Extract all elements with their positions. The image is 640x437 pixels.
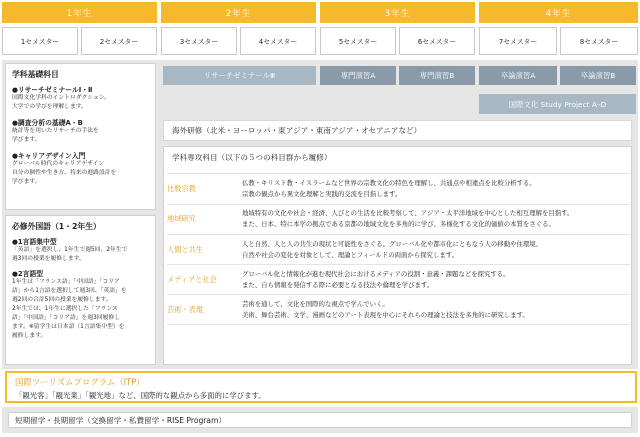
topic-label-regional-studies: 地域研究 bbox=[167, 214, 196, 223]
semester-1: 1セメスター bbox=[2, 27, 78, 55]
language-item-2 bbox=[12, 268, 149, 341]
topic-text-regional-studies: 地域特有の文化や社会・経済、人びとの生活を比較考察して、アジア・太平洋地域を中心とした相互理解を目指す。 また、日本、特に本学の拠点である京都の地域文化を多角的に学び、多様化する文化的価値の本質をさぐる。 bbox=[242, 209, 574, 228]
basic-item-2 bbox=[12, 117, 149, 145]
study-abroad-row: 短期留学・長期留学（交換留学・私費留学・RISE Program） bbox=[8, 412, 632, 428]
basic-subjects-title: 学科基礎科目 bbox=[12, 70, 59, 79]
language-item-2-head: ●2言語型 bbox=[12, 270, 44, 278]
topic-divider bbox=[167, 173, 630, 174]
research-seminar-3-bar: リサーチゼミナールⅢ bbox=[163, 66, 316, 85]
topic-label-human-coexistence: 人間と共生 bbox=[167, 245, 203, 254]
itp-panel bbox=[5, 371, 637, 403]
basic-item-3-head: ●キャリアデザイン入門 bbox=[12, 152, 86, 160]
topic-text-human-coexistence: 人と自然、人と人の共生の現状と可能性をさぐる。グローバル化や都市化にともなう人の移動や住環境、 自然や社会の変化を対象として、理論とフィールドの両面から探究します。 bbox=[242, 240, 543, 259]
semester-8: 8セメスター bbox=[560, 27, 638, 55]
thesis-seminar-b-bar: 卒論演習B bbox=[560, 66, 636, 85]
language-item-1 bbox=[12, 236, 149, 264]
study-abroad-container bbox=[2, 407, 638, 433]
itp-title: 国際ツーリズムプログラム（ITP） bbox=[15, 377, 145, 387]
semester-3: 3セメスター bbox=[161, 27, 237, 55]
year-4-header: 4年生 bbox=[479, 2, 638, 23]
basic-item-3 bbox=[12, 150, 149, 187]
overseas-training-row: 海外研修（北米・ヨーロッパ・東アジア・東南アジア・オセアニアなど） bbox=[163, 120, 632, 141]
semester-2: 2セメスター bbox=[81, 27, 157, 55]
topic-label-arts-expression: 芸術・表現 bbox=[167, 305, 203, 314]
basic-item-2-head: ●調査分析の基礎A・B bbox=[12, 119, 83, 127]
semester-6: 6セメスター bbox=[399, 27, 475, 55]
topic-text-media-society: グローバル化と情報化が進む現代社会におけるメディアの役割・意義・課題などを探究する。 また、自ら情報を発信する際に必要となる技法や倫理を学びます。 bbox=[242, 270, 510, 289]
topic-divider bbox=[167, 324, 630, 325]
topic-label-comparative-religion: 比較宗教 bbox=[167, 184, 196, 193]
itp-description: 「観光客」「観光業」「観光地」など、国際的な観点から多面的に学びます。 bbox=[15, 391, 266, 400]
year-2-header: 2年生 bbox=[161, 2, 316, 23]
basic-item-1-body: 国際文化学科のイントロダクション。 大学での学びを理解します。 bbox=[12, 95, 110, 110]
seminar-b-bar: 専門演習B bbox=[399, 66, 475, 85]
language-item-2-body: 1年生は「フランス語」「中国語」「コリア 語」から1言語を選択して週3回、「英語」を 週2回の合計5回の授業を履修します。 2年生では、1年生に選択した「フランス 語」「中国語」「コリア語」を週3回履修し ます。※留学生は日本語（1言語集中型）を 履修します。 bbox=[12, 279, 127, 339]
topic-divider bbox=[167, 294, 630, 295]
basic-item-1-head: ●リサーチゼミナールⅠ・Ⅱ bbox=[12, 86, 93, 94]
topic-divider bbox=[167, 204, 630, 205]
year-1-header: 1年生 bbox=[2, 2, 157, 23]
semester-5: 5セメスター bbox=[320, 27, 396, 55]
study-project-bar: 国際文化 Study Project A–D bbox=[479, 94, 636, 114]
language-item-1-body: 「英語」を選択し、1年生で週5回、2年生で 週3回の授業を履修します。 bbox=[12, 247, 128, 262]
basic-subjects-panel bbox=[5, 63, 156, 210]
semester-7: 7セメスター bbox=[479, 27, 557, 55]
basic-item-3-body: グローバル時代のキャリアデザイン 自分の個性や生き方、将来の進路設計を 学びます。 bbox=[12, 161, 117, 185]
seminar-a-bar: 専門演習A bbox=[320, 66, 396, 85]
foreign-language-title: 必修外国語（1・2年生） bbox=[12, 222, 101, 231]
topic-text-comparative-religion: 仏教・キリスト教・イスラームなど世界の宗教文化の特色を理解し、共通点や相違点を比較分析する。 宗教の観点から異文化理解と実践的交流を目指します。 bbox=[242, 179, 536, 198]
topic-divider bbox=[167, 234, 630, 235]
language-item-1-head: ●1言語集中型 bbox=[12, 238, 57, 246]
specialized-subjects-title: 学科専攻科目（以下の５つの科目群から履修） bbox=[172, 153, 332, 162]
thesis-seminar-a-bar: 卒論演習A bbox=[479, 66, 557, 85]
foreign-language-panel bbox=[5, 215, 156, 365]
topic-divider bbox=[167, 264, 630, 265]
basic-item-1 bbox=[12, 84, 149, 112]
topic-text-arts-expression: 芸術を通して、文化を国際的な視点で学んでいく。 美術、舞台芸術、文学、漫画などのアート表現を中心にそれらの理論と技法を多角的に研究します。 bbox=[242, 300, 529, 319]
topic-label-media-society: メディアと社会 bbox=[167, 275, 217, 284]
basic-item-2-body: 統計等を用いたリサーチの手法を 学びます。 bbox=[12, 128, 99, 143]
year-3-header: 3年生 bbox=[320, 2, 475, 23]
semester-4: 4セメスター bbox=[240, 27, 316, 55]
